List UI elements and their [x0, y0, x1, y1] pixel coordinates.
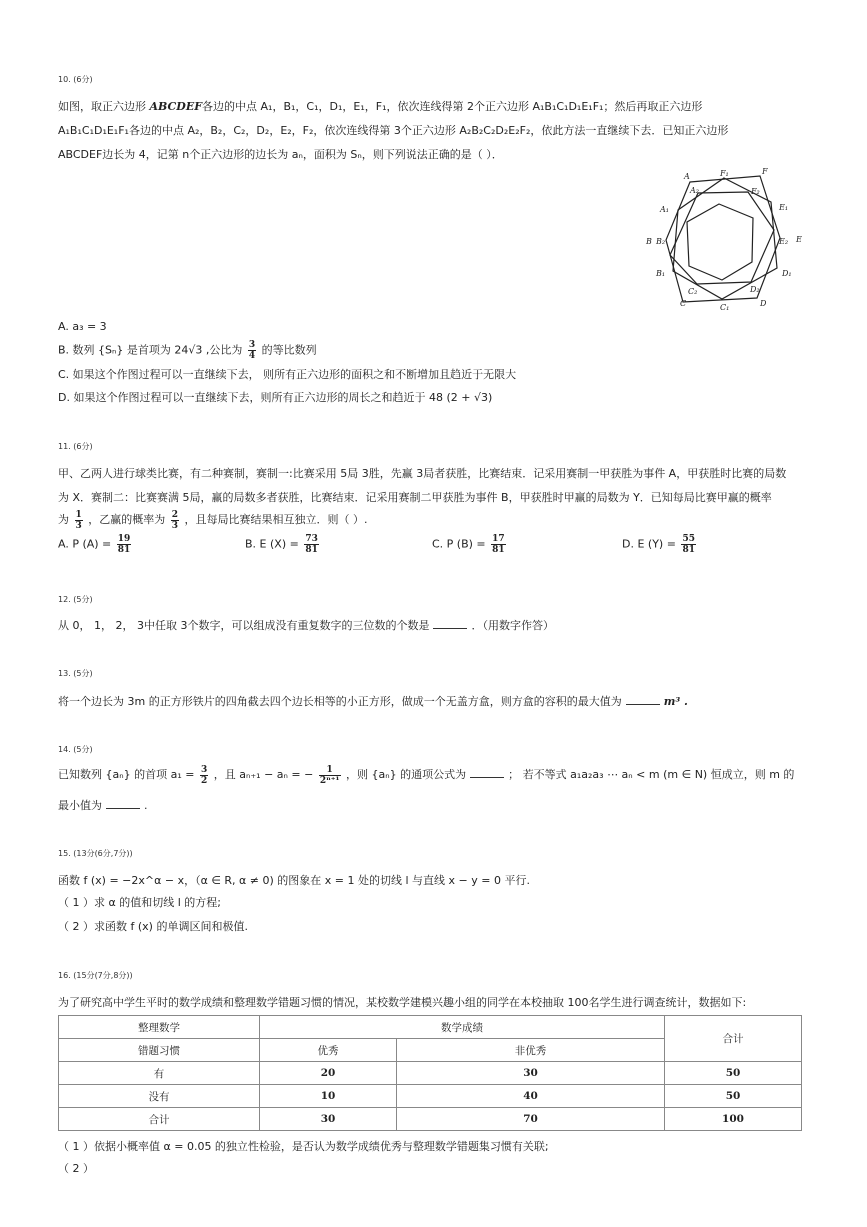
- table-corner-cell-bottom: 错题习惯: [59, 1039, 260, 1062]
- table-cell: 40: [397, 1085, 665, 1108]
- q14-line1-a: 已知数列 {aₙ} 的首项 a₁ =: [58, 768, 195, 781]
- q11-option-c-den: 81: [492, 545, 505, 555]
- q11-option-b-num: 73: [305, 534, 318, 544]
- q14-fraction-2-num: 1: [319, 765, 341, 776]
- q11-fraction-1: [75, 510, 83, 531]
- q11-option-d-fraction: [681, 534, 696, 555]
- q15-line3: （ 2 ）求函数 f (x) 的单调区间和极值.: [58, 920, 248, 933]
- q14-header: 14. (5分): [58, 745, 93, 754]
- label-C1: C₁: [720, 303, 730, 312]
- q14-fraction-1-num: 3: [200, 764, 208, 775]
- label-A1: A₁: [660, 205, 669, 214]
- q16-line3: （ 2 ）: [58, 1162, 94, 1175]
- q11-option-c-num: 17: [492, 534, 505, 544]
- q15-line1: 函数 f (x) = −2x^α − x，（α ∈ R, α ≠ 0) 的图象在 x = 1 处的切线 l 与直线 x − y = 0 平行.: [58, 874, 530, 887]
- q10-option-b-text2: 的等比数列: [261, 343, 317, 357]
- q13-line1-b: m³ .: [663, 695, 688, 708]
- q15-header: 15. (13分(6分,7分)): [58, 849, 133, 858]
- label-F1: F₁: [720, 169, 729, 178]
- q16-line1: 为了研究高中学生平时的数学成绩和整理数学错题习惯的情况，某校数学建模兴趣小组的同学在本校抽取 100名学生进行调查统计，数据如下:: [58, 996, 747, 1009]
- q14-fraction-1: [200, 765, 208, 786]
- table-row-label: 有: [59, 1062, 260, 1085]
- q11-option-c-fraction: [491, 534, 506, 555]
- q10-option-b-text1: B. 数列 {Sₙ} 是首项为 24√3 ,公比为: [58, 343, 243, 357]
- label-D1: D₁: [782, 269, 792, 278]
- label-E: E: [796, 235, 802, 244]
- label-E2: E₂: [779, 237, 789, 246]
- table-cell: 50: [665, 1062, 802, 1085]
- q11-fraction-1-den: 3: [75, 520, 82, 531]
- q13-line1-a: 将一个边长为 3m 的正方形铁片的四角截去四个边长相等的小正方形，做成一个无盖方盒，则方盒的容积的最大值为: [58, 695, 622, 708]
- label-F2: F₂: [751, 187, 760, 196]
- label-D2: D₂: [750, 285, 760, 294]
- q16-header: 16. (15分(7分,8分)): [58, 971, 133, 980]
- q11-option-c-text: C. P (B) =: [432, 537, 486, 551]
- q11-option-b-text: B. E (X) =: [245, 537, 299, 551]
- q11-option-c: [432, 534, 508, 555]
- q10-option-b: [58, 340, 317, 361]
- table-row-label: 合计: [59, 1108, 260, 1131]
- q11-option-b-fraction: [304, 534, 319, 555]
- label-F: F: [762, 167, 768, 176]
- q11-option-a-den: 81: [117, 545, 131, 555]
- table-row: [59, 1062, 802, 1085]
- q10-option-b-fraction: [248, 340, 256, 361]
- table-cell: 30: [397, 1062, 665, 1085]
- q10-line1-b: ABCDEF: [149, 100, 203, 113]
- table-total-header: 合计: [665, 1016, 802, 1062]
- label-D: D: [760, 299, 767, 308]
- label-B1: B₁: [656, 269, 666, 278]
- q11-line3-b: ，乙赢的概率为: [88, 513, 166, 526]
- q14-line2: [58, 798, 148, 813]
- hexagon-4: [687, 204, 753, 280]
- q12-answer-blank[interactable]: [433, 618, 467, 629]
- q11-fraction-2-num: 2: [171, 509, 179, 520]
- table-cell: 50: [665, 1085, 802, 1108]
- table-cell: 70: [397, 1108, 665, 1131]
- q11-option-b: [245, 534, 321, 555]
- q11-fraction-1-num: 1: [75, 509, 82, 520]
- q14-fraction-2: [319, 765, 341, 786]
- table-col-non-excellent: 非优秀: [397, 1039, 665, 1062]
- q14-answer-blank-1[interactable]: [470, 767, 504, 778]
- hexagon-2: [673, 178, 777, 299]
- table-cell: 100: [665, 1108, 802, 1131]
- table-cell: 30: [260, 1108, 397, 1131]
- q11-option-d-den: 81: [682, 545, 695, 555]
- q11-header: 11. (6分): [58, 442, 93, 451]
- q10-option-d: D. 如果这个作图过程可以一直继续下去，则所有正六边形的周长之和趋近于 48 (2 + √3): [58, 391, 493, 404]
- q14-line2-a: 最小值为: [58, 799, 102, 812]
- table-cell: 10: [260, 1085, 397, 1108]
- q14-line2-b: .: [144, 799, 148, 812]
- q14-answer-blank-2[interactable]: [106, 798, 140, 809]
- q10-line1-a: 如图，取正六边形: [58, 100, 150, 113]
- q11-line3: [58, 509, 368, 531]
- q11-line1: 甲、乙两人进行球类比赛，有二种赛制，赛制一:比赛采用 5局 3胜，先赢 3局者获胜，比赛结束．记采用赛制一甲获胜为事件 A，甲获胜时比赛的局数: [58, 467, 787, 480]
- q11-option-d: [622, 534, 698, 555]
- table-col-excellent: 优秀: [260, 1039, 397, 1062]
- q11-option-a-fraction: [117, 534, 132, 555]
- table-corner-cell-top: 整理数学: [59, 1016, 260, 1039]
- q11-fraction-2-den: 3: [171, 520, 179, 531]
- q13-header: 13. (5分): [58, 669, 93, 678]
- q12-line1-a: 从 0， 1， 2， 3中任取 3个数字，可以组成没有重复数字的三位数的个数是: [58, 619, 430, 632]
- table-row: [59, 1108, 802, 1131]
- q14-line1-c: ，则 {aₙ} 的通项公式为: [346, 768, 467, 781]
- q10-line1-c: 各边的中点 A₁，B₁，C₁，D₁，E₁，F₁，依次连线得第 2个正六边形 A₁B₁C₁D₁E₁F₁；然后再取正六边形: [202, 100, 703, 113]
- label-C: C: [680, 299, 687, 308]
- q10-option-b-num: 3: [248, 340, 256, 350]
- label-B: B: [646, 237, 652, 246]
- q11-option-b-den: 81: [305, 545, 318, 555]
- q10-header: 10. (6分): [58, 75, 93, 84]
- table-cell: 20: [260, 1062, 397, 1085]
- q11-line3-c: ，且每局比赛结果相互独立．则（ ）.: [184, 513, 368, 526]
- q16-line2: （ 1 ）依据小概率值 α = 0.05 的独立性检验，是否认为数学成绩优秀与整理数学错题集习惯有关联;: [58, 1140, 549, 1153]
- q11-option-a-num: 19: [117, 534, 131, 544]
- q14-line1-b: ，且 aₙ₊₁ − aₙ = −: [213, 768, 314, 781]
- table-header-row-1: [59, 1016, 802, 1039]
- q14-line1-d: ； 若不等式 a₁a₂a₃ ⋯ aₙ < m (m ∈ N) 恒成立，则 m 的: [508, 768, 795, 781]
- q10-line1: [58, 100, 702, 114]
- q13-line1: [58, 694, 688, 709]
- q10-option-b-den: 4: [248, 351, 256, 361]
- label-A2: A₂: [690, 186, 699, 195]
- hexagon-figure: [640, 160, 810, 315]
- q12-line1-b: ．（用数字作答）: [471, 619, 554, 632]
- label-E1: E₁: [779, 203, 789, 212]
- q12-header: 12. (5分): [58, 595, 93, 604]
- table-row: [59, 1085, 802, 1108]
- label-C2: C₂: [688, 287, 698, 296]
- q11-option-d-text: D. E (Y) =: [622, 537, 676, 551]
- q11-option-a: [58, 534, 133, 555]
- q14-line1: [58, 764, 794, 786]
- q11-option-d-num: 55: [682, 534, 695, 544]
- table-row-label: 没有: [59, 1085, 260, 1108]
- q13-answer-blank[interactable]: [626, 694, 660, 705]
- q14-fraction-1-den: 2: [200, 775, 208, 786]
- q11-fraction-2: [171, 510, 179, 531]
- q10-line3: ABCDEF边长为 4，记第 n个正六边形的边长为 aₙ，面积为 Sₙ，则下列说法正确的是（ ）．: [58, 148, 503, 161]
- q10-option-c: C. 如果这个作图过程可以一直继续下去， 则所有正六边形的面积之和不断增加且趋近于无限大: [58, 368, 517, 381]
- q11-line3-a: 为: [58, 513, 69, 526]
- q11-line2: 为 X．赛制二：比赛赛满 5局，赢的局数多者获胜，比赛结束．记采用赛制二甲获胜为事件 B，甲获胜时甲赢的局数为 Y．已知每局比赛甲赢的概率: [58, 491, 772, 504]
- label-A: A: [684, 172, 690, 181]
- q15-line2: （ 1 ）求 α 的值和切线 l 的方程;: [58, 896, 221, 909]
- survey-table: [58, 1015, 802, 1131]
- q10-line2: A₁B₁C₁D₁E₁F₁各边的中点 A₂，B₂，C₂，D₂，E₂，F₂，依次连线得第 3个正六边形 A₂B₂C₂D₂E₂F₂，依此方法一直继续下去．已知正六边形: [58, 124, 729, 137]
- label-B2: B₂: [656, 237, 666, 246]
- q14-fraction-2-den: 2ⁿ⁺¹: [319, 775, 340, 786]
- table-group-header: 数学成绩: [260, 1016, 665, 1039]
- q12-line1: [58, 618, 554, 633]
- q10-option-a: A. a₃ = 3: [58, 320, 107, 333]
- q11-option-a-text: A. P (A) =: [58, 537, 112, 551]
